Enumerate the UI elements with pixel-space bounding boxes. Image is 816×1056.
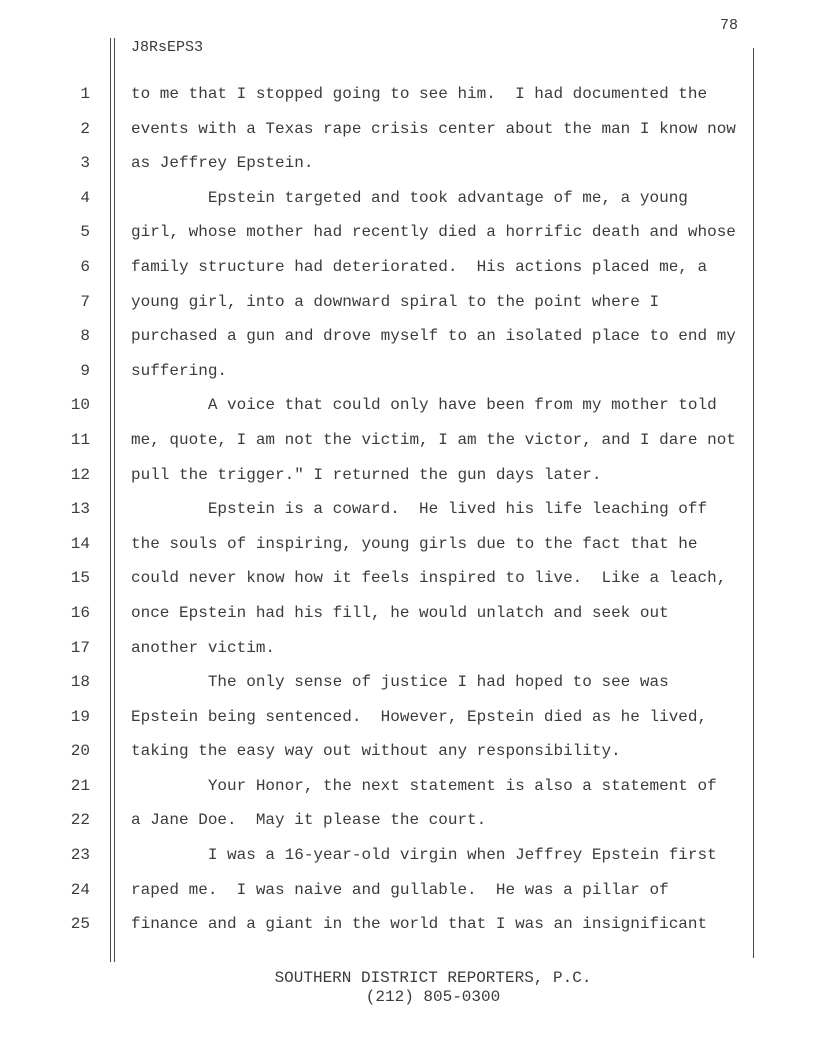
transcript-line xyxy=(0,568,750,603)
line-number: 10 xyxy=(70,396,90,415)
page-number: 78 xyxy=(719,17,738,34)
line-text: to me that I stopped going to see him. I had documented the xyxy=(131,85,708,103)
transcript-line xyxy=(0,499,750,534)
line-number: 21 xyxy=(70,776,90,795)
line-number: 1 xyxy=(80,85,90,103)
line-text: raped me. I was naive and gullable. He was a pillar of xyxy=(131,880,669,899)
line-number: 6 xyxy=(80,257,90,276)
line-text: Epstein being sentenced. However, Epstein died as he lived, xyxy=(131,707,708,726)
line-text: finance and a giant in the world that I was an insignificant xyxy=(131,915,708,934)
transcript-line xyxy=(0,222,750,257)
transcript-line xyxy=(0,430,750,465)
line-number: 12 xyxy=(70,465,90,484)
session-id-header: J8RsEPS3 xyxy=(131,39,204,56)
line-text: girl, whose mother had recently died a horrific death and whose xyxy=(131,223,736,242)
transcript-line xyxy=(0,810,750,845)
transcript-line xyxy=(0,257,750,292)
line-number: 11 xyxy=(70,430,90,449)
line-number: 8 xyxy=(80,327,90,346)
line-number: 22 xyxy=(70,811,90,830)
line-number: 7 xyxy=(80,292,90,311)
transcript-line xyxy=(0,845,750,880)
transcript-body xyxy=(0,84,750,949)
line-number: 4 xyxy=(80,188,90,207)
transcript-line xyxy=(0,153,750,188)
line-number: 25 xyxy=(70,915,90,934)
transcript-line xyxy=(0,672,750,707)
transcript-line xyxy=(0,465,750,500)
line-number: 17 xyxy=(70,638,90,657)
line-text: A voice that could only have been from my mother told xyxy=(131,396,717,415)
line-text: family structure had deteriorated. His actions placed me, a xyxy=(131,257,708,276)
line-text: Epstein is a coward. He lived his life leaching off xyxy=(131,500,708,519)
line-number: 2 xyxy=(80,119,90,138)
transcript-line xyxy=(0,707,750,742)
line-number: 14 xyxy=(70,534,90,553)
line-text: as Jeffrey Epstein. xyxy=(131,154,314,173)
line-number: 16 xyxy=(70,603,90,622)
reporter-footer xyxy=(131,969,735,1007)
transcript-line xyxy=(0,741,750,776)
transcript-line xyxy=(0,326,750,361)
line-number: 15 xyxy=(70,569,90,588)
line-text: events with a Texas rape crisis center about the man I know now xyxy=(131,119,736,138)
line-number: 23 xyxy=(70,846,90,865)
transcript-line xyxy=(0,914,750,949)
line-number: 20 xyxy=(70,742,90,761)
line-text: pull the trigger." I returned the gun days later. xyxy=(131,465,602,484)
line-number: 9 xyxy=(80,361,90,380)
transcript-line xyxy=(0,776,750,811)
line-text: Your Honor, the next statement is also a statement of xyxy=(131,776,717,795)
transcript-line xyxy=(0,395,750,430)
line-text: Epstein targeted and took advantage of me, a young xyxy=(131,188,688,207)
transcript-line xyxy=(0,292,750,327)
transcript-line xyxy=(0,534,750,569)
line-text: me, quote, I am not the victim, I am the victor, and I dare not xyxy=(131,430,736,449)
transcript-line xyxy=(0,84,750,119)
line-number: 13 xyxy=(70,500,90,519)
line-number: 18 xyxy=(70,673,90,692)
line-number: 5 xyxy=(80,223,90,242)
reporter-name: SOUTHERN DISTRICT REPORTERS, P.C. xyxy=(274,969,592,987)
line-number: 24 xyxy=(70,880,90,899)
line-text: taking the easy way out without any responsibility. xyxy=(131,742,621,761)
transcript-line xyxy=(0,880,750,915)
transcript-line xyxy=(0,119,750,154)
line-text: another victim. xyxy=(131,638,276,657)
transcript-line xyxy=(0,361,750,396)
reporter-phone: (212) 805-0300 xyxy=(365,988,501,1006)
line-text: a Jane Doe. May it please the court. xyxy=(131,811,487,830)
line-number: 19 xyxy=(70,707,90,726)
line-text: The only sense of justice I had hoped to see was xyxy=(131,673,669,692)
transcript-line xyxy=(0,603,750,638)
line-text: could never know how it feels inspired to live. Like a leach, xyxy=(131,569,727,588)
line-number: 3 xyxy=(80,154,90,173)
line-text: once Epstein had his fill, he would unlatch and seek out xyxy=(131,603,669,622)
line-text: suffering. xyxy=(131,361,228,380)
transcript-line xyxy=(0,188,750,223)
line-text: the souls of inspiring, young girls due to the fact that he xyxy=(131,534,698,553)
line-text: I was a 16-year-old virgin when Jeffrey Epstein first xyxy=(131,846,717,865)
line-text: young girl, into a downward spiral to the point where I xyxy=(131,292,660,311)
transcript-line xyxy=(0,638,750,673)
line-text: purchased a gun and drove myself to an isolated place to end my xyxy=(131,327,736,346)
right-margin-rule xyxy=(753,48,754,958)
